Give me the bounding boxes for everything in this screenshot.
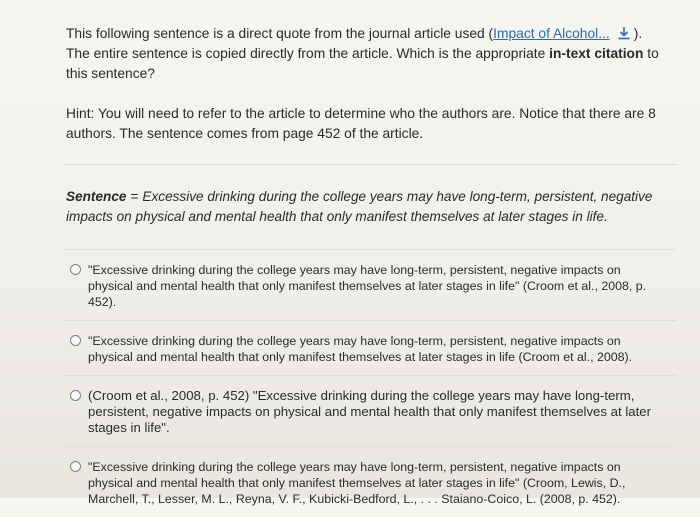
answer-option-text: "Excessive drinking during the college years may have long-term, persistent, negative impacts on physical and mental health that only manifest themselves at later stages in life" (Croom et al., 2008, p. 452). xyxy=(88,263,647,309)
article-link[interactable]: Impact of Alcohol... xyxy=(493,26,610,41)
radio-button[interactable] xyxy=(70,461,81,472)
question-part-2: ). The entire sentence is copied directly from the article. Which is the appropriate xyxy=(66,26,643,61)
question-bold-term: in-text citation xyxy=(549,46,644,61)
quoted-sentence xyxy=(66,187,668,227)
question-text xyxy=(66,24,668,84)
answer-option-text: "Excessive drinking during the college years may have long-term, persistent, negative impacts on physical and mental health that only manifest themselves at later stages in life" (Croom, Lewis, D., Marchell, T., Lesser, M. L., Reyna, V. F., Kubicki-Bedford, L., . . . Staiano-Coico, L. (2008, p. 452). xyxy=(88,460,626,506)
sentence-equals: = xyxy=(130,189,139,204)
answer-option-3[interactable] xyxy=(64,375,676,446)
answer-option-1[interactable] xyxy=(64,249,676,320)
answer-option-text: "Excessive drinking during the college years may have long-term, persistent, negative impacts on physical and mental health that only manifest themselves at later stages in life (Croom et al., 2008). xyxy=(88,334,633,364)
question-part-1: This following sentence is a direct quote from the journal article used ( xyxy=(66,26,494,41)
radio-button[interactable] xyxy=(70,335,81,346)
radio-button[interactable] xyxy=(70,390,81,401)
sentence-label: Sentence xyxy=(66,189,127,204)
radio-button[interactable] xyxy=(70,264,81,275)
answer-options xyxy=(64,249,676,517)
hint-text: Hint: You will need to refer to the article to determine who the authors are. Notice that there are 8 authors. The sentence comes from page 452 of the article. xyxy=(66,106,656,141)
answer-option-2[interactable] xyxy=(64,320,676,375)
divider xyxy=(64,164,676,165)
sentence-text: Excessive drinking during the college years may have long-term, persistent, negative impacts on physical and mental health that only manifest themselves at later stages in life. xyxy=(66,189,653,224)
answer-option-text: (Croom et al., 2008, p. 452) "Excessive drinking during the college years may have long-term, persistent, negative impacts on physical and mental health that only manifest themselves at later stages in life". xyxy=(88,388,651,435)
question-part-3: to this sentence? xyxy=(66,46,659,81)
download-icon[interactable] xyxy=(616,26,632,40)
answer-option-4[interactable] xyxy=(64,446,676,517)
